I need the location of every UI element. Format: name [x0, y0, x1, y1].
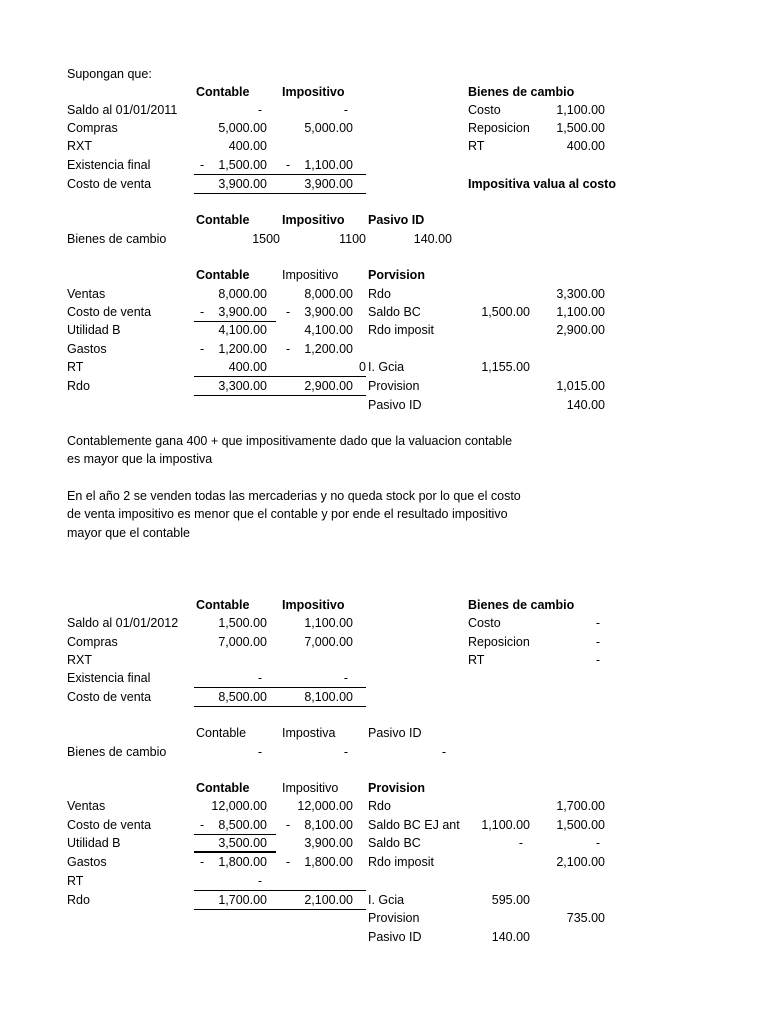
row-label: RT [468, 139, 485, 153]
row-label: Pasivo ID [368, 930, 422, 944]
cell-value: 400.00 [566, 139, 605, 153]
row-label: Saldo al 01/01/2012 [67, 616, 179, 630]
row-label: Existencia final [67, 671, 151, 685]
bienes-header: Bienes de cambio [468, 598, 575, 612]
cell-value: 400.00 [228, 139, 267, 153]
cell-value: 2,100.00 [304, 893, 353, 907]
underline-divider [194, 851, 276, 853]
note-text: Impositiva valua al costo [468, 177, 616, 191]
row-label: Ventas [67, 287, 106, 301]
cell-value: 1,100.00 [304, 158, 353, 172]
cell-value: - [257, 671, 262, 685]
cell-value: 12,000.00 [297, 799, 353, 813]
row-label: Utilidad B [67, 836, 121, 850]
paragraph-line: de venta impositivo es menor que el contable y por ende el resultado impositivo [67, 507, 508, 521]
paragraph-line: En el año 2 se venden todas las mercaderias y no queda stock por lo que el costo [67, 489, 521, 503]
cell-value: 1100 [339, 232, 366, 246]
col-header-contable: Contable [196, 268, 250, 282]
cell-value: 400.00 [228, 360, 267, 374]
cell-value: 1,200.00 [304, 342, 353, 356]
minus-sign: - [200, 305, 205, 319]
cell-value: 7,000.00 [218, 635, 267, 649]
cell-value: - [595, 836, 600, 850]
underline-divider [194, 687, 366, 688]
cell-value: 7,000.00 [304, 635, 353, 649]
underline-divider [194, 174, 366, 175]
cell-value: 140.00 [566, 398, 605, 412]
minus-sign: - [286, 305, 291, 319]
cell-value: 1,500.00 [218, 158, 267, 172]
row-label: I. Gcia [368, 360, 405, 374]
row-label: Rdo [368, 287, 391, 301]
minus-sign: - [286, 342, 291, 356]
row-label: Utilidad B [67, 323, 121, 337]
col-header-impositivo: Impositivo [282, 85, 345, 99]
underline-divider [194, 395, 366, 396]
cell-value: 1,155.00 [481, 360, 530, 374]
cell-value: - [518, 836, 523, 850]
col-header-porvision: Porvision [368, 268, 425, 282]
col-header-contable: Contable [196, 213, 250, 227]
cell-value: 0 [359, 360, 366, 374]
row-label: Costo [468, 103, 501, 117]
row-label: Costo [468, 616, 501, 630]
row-label: I. Gcia [368, 893, 405, 907]
cell-value: - [595, 616, 600, 630]
cell-value: - [343, 745, 348, 759]
row-label: Saldo BC EJ ant [368, 818, 460, 832]
cell-value: 1,100.00 [556, 305, 605, 319]
col-header-impositivo: Impositivo [282, 268, 339, 282]
minus-sign: - [286, 158, 291, 172]
cell-value: 1,700.00 [218, 893, 267, 907]
paragraph-line: es mayor que la impostiva [67, 452, 213, 466]
cell-value: - [257, 745, 262, 759]
cell-value: 5,000.00 [304, 121, 353, 135]
row-label: Reposicion [468, 121, 530, 135]
cell-value: 1,500.00 [218, 616, 267, 630]
intro-text: Supongan que: [67, 67, 152, 81]
cell-value: 8,500.00 [218, 690, 267, 704]
row-label: Existencia final [67, 158, 151, 172]
paragraph-line: mayor que el contable [67, 526, 190, 540]
cell-value: 12,000.00 [211, 799, 267, 813]
cell-value: - [257, 874, 262, 888]
cell-value: 8,500.00 [218, 818, 267, 832]
row-label: Rdo [368, 799, 391, 813]
row-label: Costo de venta [67, 305, 152, 319]
cell-value: 8,000.00 [218, 287, 267, 301]
minus-sign: - [200, 855, 205, 869]
cell-value: 3,500.00 [218, 836, 267, 850]
col-header-contable: Contable [196, 85, 250, 99]
minus-sign: - [286, 855, 291, 869]
cell-value: 735.00 [566, 911, 605, 925]
cell-value: - [441, 745, 446, 759]
row-label: Gastos [67, 855, 107, 869]
minus-sign: - [286, 818, 291, 832]
row-label: RT [468, 653, 485, 667]
cell-value: 4,100.00 [218, 323, 267, 337]
col-header-contable: Contable [196, 598, 250, 612]
underline-divider [194, 890, 366, 891]
cell-value: 140.00 [491, 930, 530, 944]
underline-divider [194, 376, 366, 377]
underline-divider [194, 909, 366, 910]
cell-value: 1500 [252, 232, 280, 246]
cell-value: - [595, 635, 600, 649]
col-header-impositivo: Impositivo [282, 598, 345, 612]
row-label: Rdo [67, 893, 90, 907]
row-label: Saldo BC [368, 305, 421, 319]
cell-value: 1,800.00 [304, 855, 353, 869]
cell-value: 3,900.00 [218, 305, 267, 319]
minus-sign: - [200, 342, 205, 356]
cell-value: 1,100.00 [481, 818, 530, 832]
cell-value: - [343, 671, 348, 685]
cell-value: 1,500.00 [556, 121, 605, 135]
row-label: Costo de venta [67, 690, 152, 704]
cell-value: 5,000.00 [218, 121, 267, 135]
bienes-header: Bienes de cambio [468, 85, 575, 99]
cell-value: 3,900.00 [304, 305, 353, 319]
row-label: Costo de venta [67, 818, 152, 832]
row-label: Rdo imposit [368, 323, 434, 337]
col-header-impositivo: Impositivo [282, 781, 339, 795]
cell-value: 3,900.00 [218, 177, 267, 191]
row-label: RT [67, 874, 84, 888]
cell-value: 1,700.00 [556, 799, 605, 813]
cell-value: - [595, 653, 600, 667]
cell-value: 2,100.00 [556, 855, 605, 869]
row-label: Rdo [67, 379, 90, 393]
cell-value: 1,100.00 [556, 103, 605, 117]
row-label: Pasivo ID [368, 398, 422, 412]
cell-value: 8,100.00 [304, 690, 353, 704]
paragraph-line: Contablemente gana 400 + que impositivamente dado que la valuacion contable [67, 434, 513, 448]
cell-value: 595.00 [491, 893, 530, 907]
row-label: RXT [67, 653, 92, 667]
col-header-pasivo: Pasivo ID [368, 726, 422, 740]
row-label: Ventas [67, 799, 106, 813]
row-label: Bienes de cambio [67, 745, 167, 759]
cell-value: 2,900.00 [304, 379, 353, 393]
cell-value: 1,100.00 [304, 616, 353, 630]
underline-divider [194, 193, 366, 194]
underline-divider [194, 706, 366, 707]
minus-sign: - [200, 818, 205, 832]
cell-value: - [343, 103, 348, 117]
cell-value: 3,900.00 [304, 177, 353, 191]
row-label: Compras [67, 121, 118, 135]
row-label: Compras [67, 635, 118, 649]
cell-value: 3,300.00 [556, 287, 605, 301]
row-label: RXT [67, 139, 92, 153]
cell-value: - [257, 103, 262, 117]
cell-value: 1,500.00 [556, 818, 605, 832]
cell-value: 3,300.00 [218, 379, 267, 393]
col-header-pasivo: Pasivo ID [368, 213, 425, 227]
cell-value: 2,900.00 [556, 323, 605, 337]
cell-value: 8,000.00 [304, 287, 353, 301]
cell-value: 3,900.00 [304, 836, 353, 850]
col-header-provision: Provision [368, 781, 425, 795]
minus-sign: - [200, 158, 205, 172]
row-label: Saldo al 01/01/2011 [67, 103, 178, 117]
cell-value: 140.00 [413, 232, 452, 246]
cell-value: 1,015.00 [556, 379, 605, 393]
row-label: Costo de venta [67, 177, 152, 191]
col-header-contable: Contable [196, 781, 250, 795]
cell-value: 1,500.00 [481, 305, 530, 319]
row-label: Provision [368, 911, 420, 925]
row-label: Reposicion [468, 635, 530, 649]
row-label: Bienes de cambio [67, 232, 167, 246]
cell-value: 4,100.00 [304, 323, 353, 337]
row-label: Gastos [67, 342, 107, 356]
cell-value: 8,100.00 [304, 818, 353, 832]
row-label: Provision [368, 379, 420, 393]
cell-value: 1,200.00 [218, 342, 267, 356]
row-label: Saldo BC [368, 836, 421, 850]
cell-value: 1,800.00 [218, 855, 267, 869]
row-label: RT [67, 360, 84, 374]
row-label: Rdo imposit [368, 855, 434, 869]
col-header-impositivo: Impositivo [282, 213, 345, 227]
col-header-contable: Contable [196, 726, 247, 740]
col-header-impostiva: Impostiva [282, 726, 336, 740]
